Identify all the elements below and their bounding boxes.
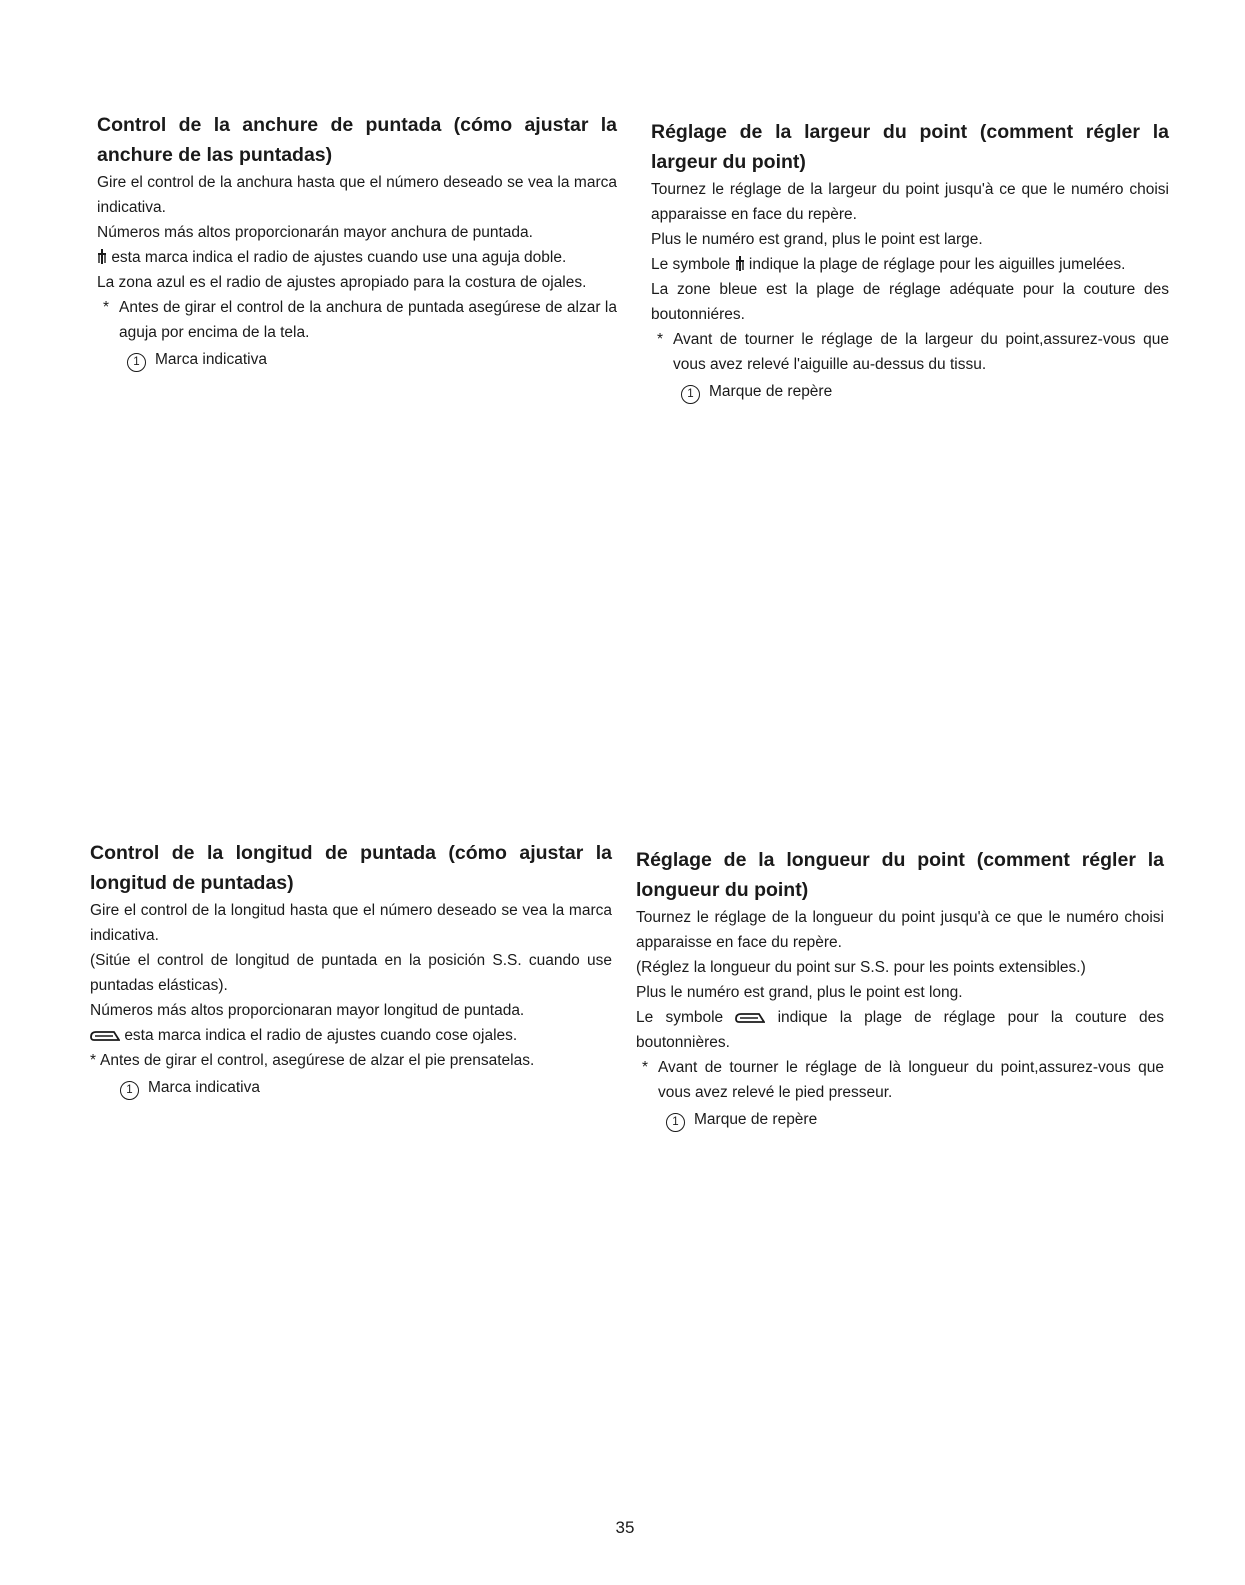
note-mark: *: [90, 1052, 97, 1069]
heading-length-es: Control de la longitud de puntada (cómo ajustar la longitud de puntadas): [90, 842, 612, 894]
reference-number: 1: [120, 1081, 139, 1100]
reference-item: 1 Marca indicativa: [97, 347, 617, 372]
paragraph: Números más altos proporcionarán mayor anchura de puntada.: [97, 224, 533, 241]
paragraph: Tournez le réglage de la largeur du point jusqu'à ce que le numéro choisi apparaisse en face du repère.: [651, 181, 1169, 223]
heading-length-fr: Réglage de la longueur du point (comment régler la longueur du point): [636, 849, 1164, 901]
note: * Avant de tourner le réglage de la largeur du point,assurez-vous que vous avez relevé l'aiguille au-dessus du tissu.: [651, 327, 1169, 377]
section-width-es: [97, 110, 617, 372]
note-mark: *: [103, 299, 110, 316]
reference-number: 1: [681, 385, 700, 404]
heading-width-es: Control de la anchure de puntada (cómo ajustar la anchure de las puntadas): [97, 114, 617, 166]
paragraph: Tournez le réglage de la longueur du point jusqu'à ce que le numéro choisi apparaisse en face du repère.: [636, 909, 1164, 951]
paragraph: Le symbole indique la plage de réglage pour les aiguilles jumelées.: [651, 256, 1126, 273]
section-length-fr: [636, 845, 1164, 1132]
paragraph: Plus le numéro est grand, plus le point est large.: [651, 231, 983, 248]
paragraph: esta marca indica el radio de ajustes cuando cose ojales.: [90, 1023, 612, 1048]
buttonhole-icon: [90, 1027, 120, 1044]
paragraph: esta marca indica el radio de ajustes cuando use una aguja doble.: [97, 245, 617, 270]
paragraph: Gire el control de la longitud hasta que el número deseado se vea la marca indicativa.: [90, 902, 612, 944]
twin-needle-icon: [735, 256, 745, 273]
paragraph: Plus le numéro est grand, plus le point est long.: [636, 984, 963, 1001]
page-number: 35: [615, 1518, 635, 1537]
section-width-fr: [651, 117, 1169, 404]
reference-number: 1: [666, 1113, 685, 1132]
paragraph: Le symbole indique la plage de réglage pour la couture des boutonnières.: [636, 1009, 1165, 1051]
reference-item: 1 Marque de repère: [651, 379, 1169, 404]
twin-needle-icon: [97, 249, 107, 266]
note: * Avant de tourner le réglage de là longueur du point,assurez-vous que vous avez relevé le pied presseur.: [636, 1055, 1164, 1105]
note: * Antes de girar el control de la anchura de puntada asegúrese de alzar la aguja por encima de la tela.: [97, 295, 617, 345]
paragraph: La zona azul es el radio de ajustes apropiado para la costura de ojales.: [97, 274, 587, 291]
note-mark: *: [657, 331, 664, 348]
buttonhole-icon: [735, 1009, 765, 1026]
paragraph: Gire el control de la anchura hasta que el número deseado se vea la marca indicativa.: [97, 174, 617, 216]
reference-number: 1: [127, 353, 146, 372]
paragraph: La zone bleue est la plage de réglage adéquate pour la couture des boutonniéres.: [651, 281, 1169, 323]
section-length-es: [90, 838, 612, 1100]
reference-item: 1 Marque de repère: [636, 1107, 1164, 1132]
paragraph: Números más altos proporcionaran mayor longitud de puntada.: [90, 1002, 525, 1019]
note: * Antes de girar el control, asegúrese de alzar el pie prensatelas.: [90, 1048, 612, 1073]
paragraph: (Sitúe el control de longitud de puntada en la posición S.S. cuando use puntadas elásticas).: [90, 952, 612, 994]
heading-width-fr: Réglage de la largeur du point (comment régler la largeur du point): [651, 121, 1169, 173]
paragraph: (Réglez la longueur du point sur S.S. pour les points extensibles.): [636, 959, 1086, 976]
note-mark: *: [642, 1059, 649, 1076]
reference-item: 1 Marca indicativa: [90, 1075, 612, 1100]
